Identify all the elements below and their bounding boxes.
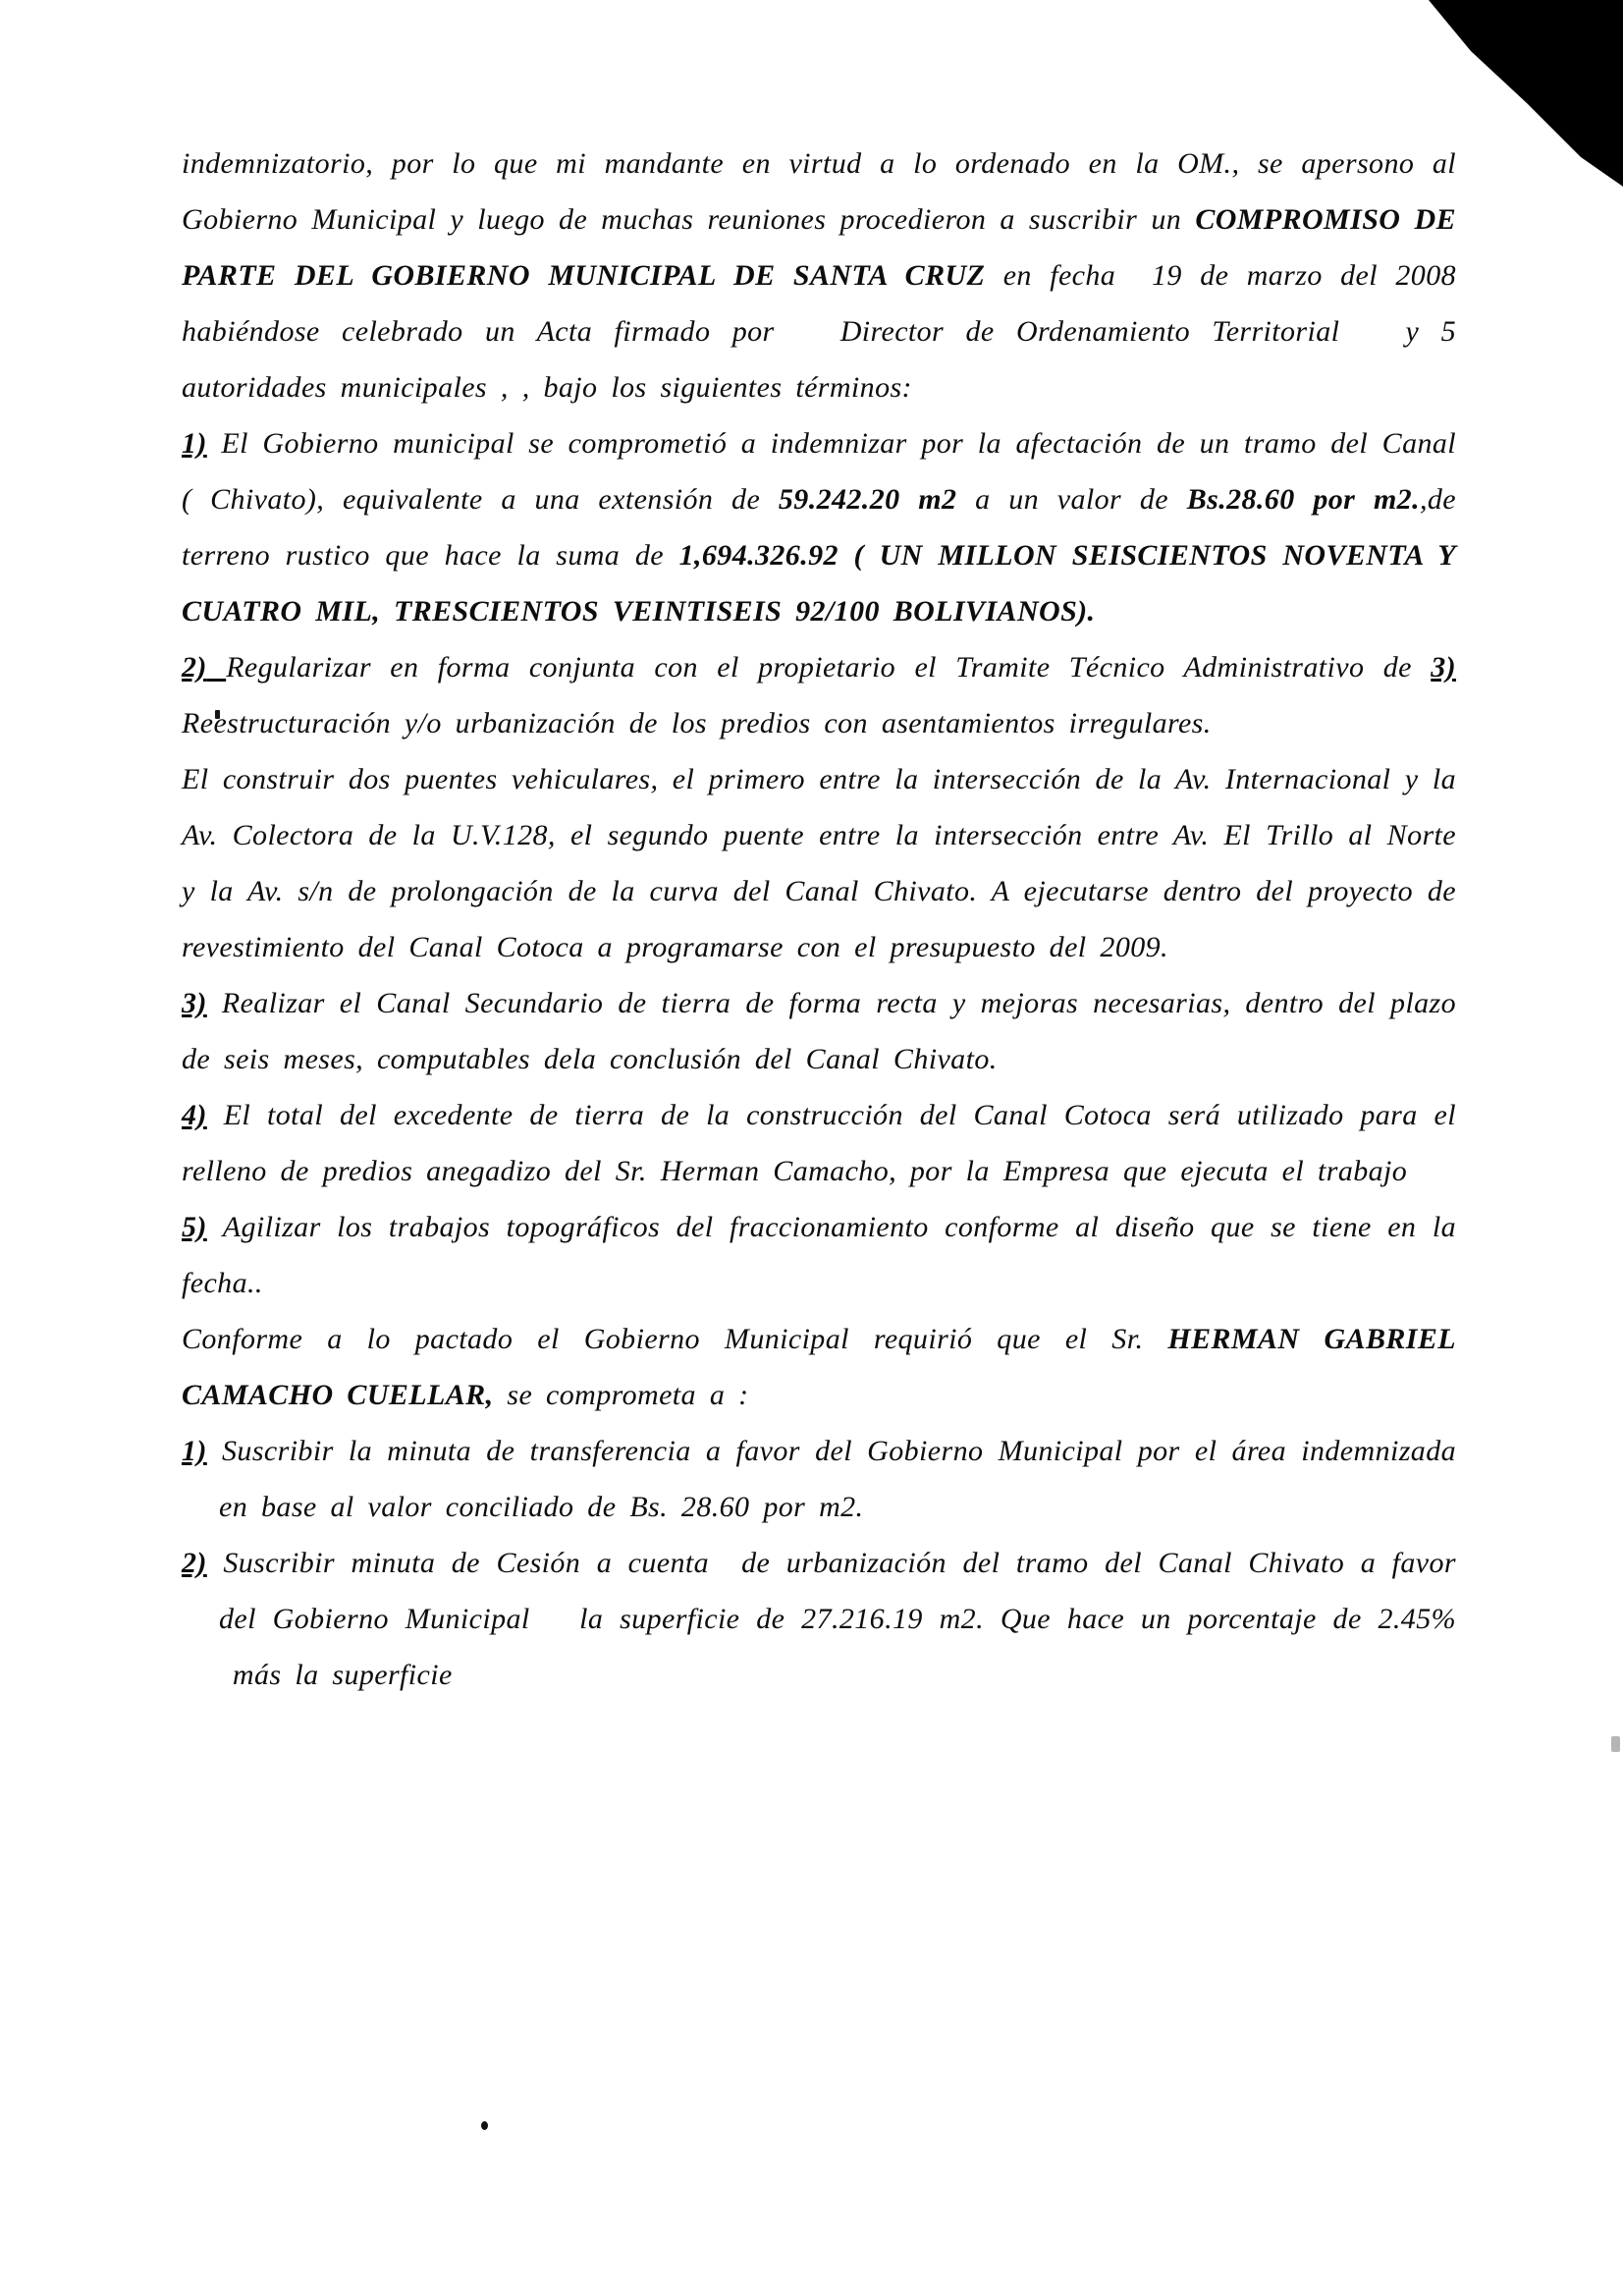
text-run: se comprometa a : xyxy=(493,1379,749,1411)
ink-speck-under-favor xyxy=(481,2121,488,2130)
commitment-item-1 xyxy=(182,1423,1456,1535)
text-run: El Gobierno municipal se comprometió a indemnizar por la afectación de un tramo del Canal ( Chivato), equivalente a una extensión de xyxy=(182,427,1456,516)
text-run: indemnizatorio, por lo que mi mandante en virtud a lo ordenado en la OM., se apersono al Gobierno Municipal y luego de muchas reuniones procedieron a suscribir un xyxy=(182,147,1456,236)
terms-item-1 xyxy=(182,415,1456,639)
terms-item-2 xyxy=(182,639,1456,751)
text-run: COMPROMISO DE PARTE DEL GOBIERNO MUNICIPAL DE SANTA CRUZ xyxy=(182,203,1456,292)
clause-number: 5) xyxy=(182,1211,207,1243)
text-run: Suscribir la minuta de transferencia a favor del Gobierno Municipal por el área indemnizada en base al valor conciliado de Bs. 28.60 por m2. xyxy=(206,1435,1456,1523)
text-run: en fecha 19 de marzo del 2008 habiéndose celebrado un Acta firmado por Director de Ordenamiento Territorial y 5 autoridades municipales , , bajo los siguientes términos: xyxy=(182,259,1456,404)
clause-number: 1) xyxy=(182,427,207,460)
document-body xyxy=(182,136,1456,1703)
text-run: 59.242.20 m2 xyxy=(778,483,957,516)
clause-number: 2) xyxy=(182,1547,207,1579)
text-run: Regularizar en forma conjunta con el propietario el Tramite Técnico Administrativo de xyxy=(226,651,1432,683)
text-run: Conforme a lo pactado el Gobierno Municipal requirió que el Sr. xyxy=(182,1323,1168,1355)
commitment-item-2 xyxy=(182,1535,1456,1703)
clause-number: 1) xyxy=(182,1435,207,1467)
text-run: a un valor de xyxy=(956,483,1187,516)
text-run: El construir dos puentes vehiculares, el primero entre la intersección de la Av. Internacional y la Av. Colectora de la U.V.128, el segundo puente entre la intersección entre Av. El Trillo al Norte y la Av. s/n de prolongación de la curva del Canal Chivato. A ejecutarse dentro del proyecto de revestimiento del Canal Cotoca a programarse con el presupuesto del 2009. xyxy=(182,763,1456,963)
intro-paragraph xyxy=(182,136,1456,415)
text-run: Reestructuración y/o urbanización de los predios con asentamientos irregulares. xyxy=(182,707,1212,739)
corner-fold-mark xyxy=(1427,0,1623,189)
text-run: Bs.28.60 por m2. xyxy=(1186,483,1420,516)
text-run: Agilizar los trabajos topográficos del fraccionamiento conforme al diseño que se tiene en la fecha.. xyxy=(182,1211,1456,1299)
text-run: ,de terreno rustico que hace la suma de xyxy=(182,483,1456,572)
text-run: 1,694.326.92 ( UN MILLON SEISCIENTOS NOVENTA Y CUATRO MIL, TRESCIENTOS VEINTISEIS 92/100 BOLIVIANOS). xyxy=(182,539,1457,628)
text-run: Suscribir minuta de Cesión a cuenta de urbanización del tramo del Canal Chivato a favor del Gobierno Municipal la superficie de 27.216.19 m2. Que hace un porcentaje de 2.45% más la superficie xyxy=(206,1547,1456,1691)
clause-number: 4) xyxy=(182,1099,207,1131)
text-run: Realizar el Canal Secundario de tierra de forma recta y mejoras necesarias, dentro del plazo de seis meses, computables dela conclusión del Canal Chivato. xyxy=(182,987,1456,1075)
text-run: HERMAN GABRIEL CAMACHO CUELLAR, xyxy=(182,1323,1457,1411)
terms-bridges-paragraph xyxy=(182,751,1456,975)
clause-number: 3) xyxy=(182,987,207,1019)
terms-item-5 xyxy=(182,1199,1456,1311)
clause-number: 2) xyxy=(182,651,207,683)
text-run: 3) xyxy=(1431,651,1457,683)
scan-smudge-right-edge xyxy=(1611,1736,1620,1752)
terms-item-4 xyxy=(182,1087,1456,1199)
text-run: El total del excedente de tierra de la construcción del Canal Cotoca será utilizado para el relleno de predios anegadizo del Sr. Herman Camacho, por la Empresa que ejecuta el trabajo xyxy=(182,1099,1456,1187)
terms-item-3 xyxy=(182,975,1456,1087)
conforme-paragraph xyxy=(182,1311,1456,1423)
clause-number-underline-pad xyxy=(207,651,226,683)
